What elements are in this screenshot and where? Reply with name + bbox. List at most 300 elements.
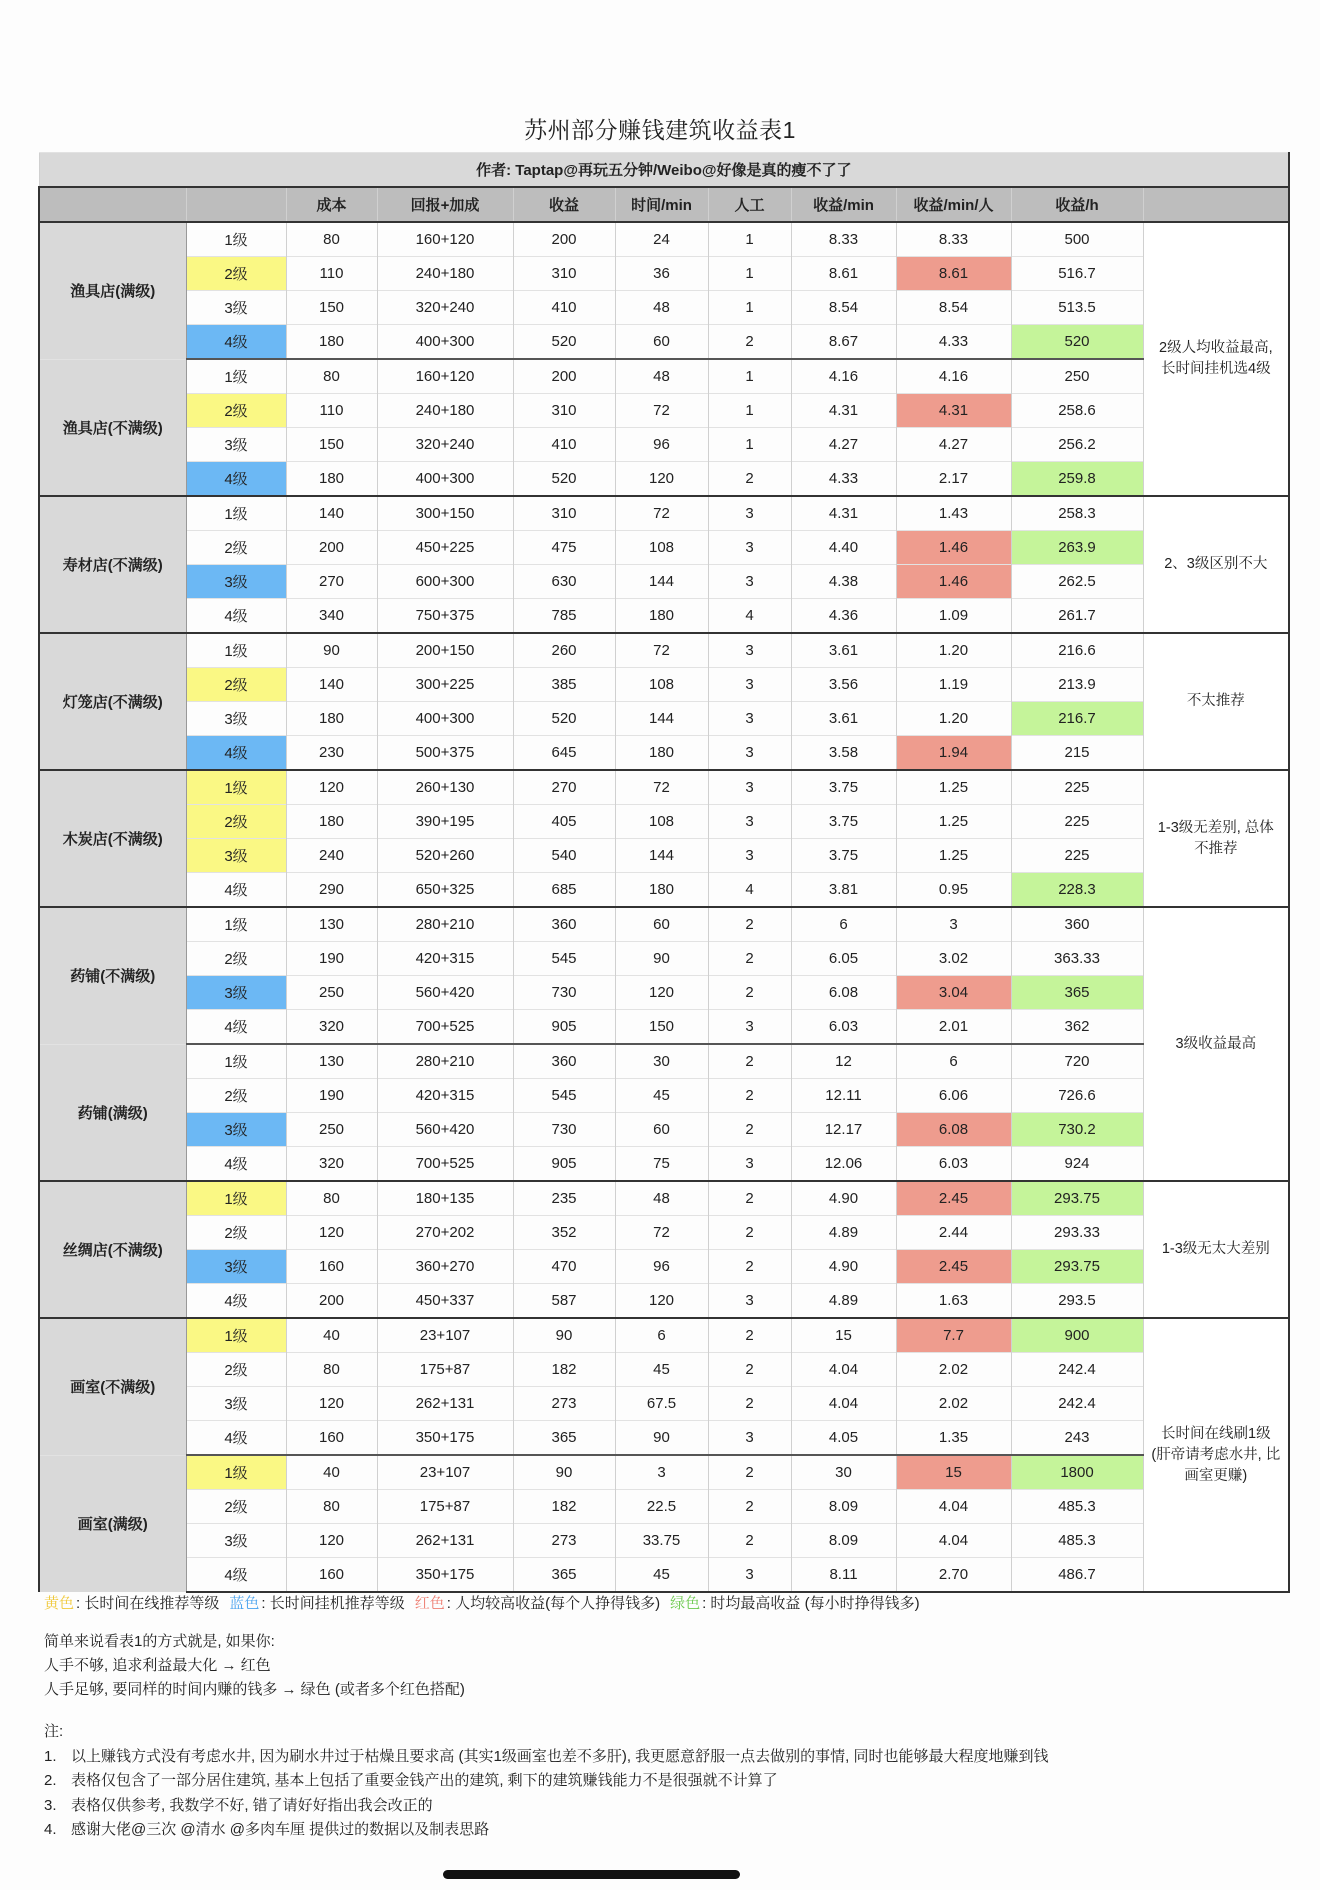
rev-per-min-cell: 4.90	[791, 1181, 896, 1216]
note-text: 表格仅供参考, 我数学不好, 错了请好好指出我会改正的	[71, 1796, 433, 1814]
revenue-cell: 270	[513, 770, 615, 805]
labor-cell: 2	[708, 1455, 791, 1490]
table-row	[39, 428, 1289, 462]
rev-per-hour-cell: 500	[1011, 222, 1143, 257]
labor-cell: 3	[708, 565, 791, 599]
rev-per-min-cell: 12.17	[791, 1113, 896, 1147]
summary-line: 人手足够, 要同样的时间内赚的钱多 → 绿色 (或者多个红色搭配)	[44, 1681, 465, 1698]
table-row	[39, 839, 1289, 873]
rev-per-min-per-person-cell: 8.61	[896, 257, 1011, 291]
labor-cell: 2	[708, 325, 791, 360]
revenue-cell: 273	[513, 1524, 615, 1558]
return-cell: 160+120	[377, 359, 513, 394]
time-cell: 36	[615, 257, 708, 291]
level-cell: 3级	[186, 839, 286, 873]
rev-per-min-per-person-cell: 6.03	[896, 1147, 1011, 1182]
cost-cell: 160	[286, 1421, 377, 1456]
return-cell: 262+131	[377, 1524, 513, 1558]
time-cell: 72	[615, 633, 708, 668]
labor-cell: 1	[708, 222, 791, 257]
table-row	[39, 531, 1289, 565]
table-row	[39, 1216, 1289, 1250]
rev-per-hour-cell: 730.2	[1011, 1113, 1143, 1147]
time-cell: 48	[615, 291, 708, 325]
recommendation-note	[1143, 496, 1289, 633]
recommendation-note	[1143, 907, 1289, 1181]
summary-text	[44, 1630, 465, 1702]
notes-section	[44, 1720, 1049, 1843]
cost-cell: 320	[286, 1147, 377, 1182]
time-cell: 144	[615, 839, 708, 873]
rev-per-hour-cell: 259.8	[1011, 462, 1143, 497]
table-row	[39, 942, 1289, 976]
cost-cell: 120	[286, 1216, 377, 1250]
rev-per-min-cell: 12.06	[791, 1147, 896, 1182]
cost-cell: 180	[286, 325, 377, 360]
cost-cell: 110	[286, 257, 377, 291]
time-cell: 150	[615, 1010, 708, 1045]
building-name: 木炭店(不满级)	[39, 770, 186, 907]
level-cell: 2级	[186, 668, 286, 702]
revenue-cell: 310	[513, 257, 615, 291]
note-text: 以上赚钱方式没有考虑水井, 因为刷水井过于枯燥且要求高 (其实1级画室也差不多肝), 我更愿意舒服一点去做别的事情, 同时也能够最大程度地赚到钱	[71, 1747, 1049, 1765]
labor-cell: 3	[708, 1010, 791, 1045]
labor-cell: 2	[708, 1044, 791, 1079]
rev-per-hour-cell: 485.3	[1011, 1490, 1143, 1524]
cost-cell: 150	[286, 428, 377, 462]
labor-cell: 3	[708, 770, 791, 805]
revenue-cell: 182	[513, 1353, 615, 1387]
level-cell: 3级	[186, 1524, 286, 1558]
time-cell: 90	[615, 1421, 708, 1456]
rev-per-min-per-person-cell: 1.46	[896, 531, 1011, 565]
income-table	[38, 152, 1290, 1593]
cost-cell: 250	[286, 976, 377, 1010]
table-row	[39, 702, 1289, 736]
return-cell: 360+270	[377, 1250, 513, 1284]
time-cell: 144	[615, 702, 708, 736]
cost-cell: 120	[286, 1387, 377, 1421]
rev-per-hour-cell: 365	[1011, 976, 1143, 1010]
note-number: 2.	[44, 1772, 57, 1789]
time-cell: 120	[615, 976, 708, 1010]
rev-per-min-cell: 6.05	[791, 942, 896, 976]
revenue-cell: 587	[513, 1284, 615, 1319]
table-row	[39, 257, 1289, 291]
return-cell: 23+107	[377, 1455, 513, 1490]
labor-cell: 3	[708, 1147, 791, 1182]
rev-per-min-cell: 4.16	[791, 359, 896, 394]
rev-per-min-per-person-cell: 1.43	[896, 496, 1011, 531]
author-credit: 作者: Taptap@再玩五分钟/Weibo@好像是真的瘦不了了	[39, 153, 1289, 188]
time-cell: 75	[615, 1147, 708, 1182]
level-cell: 2级	[186, 805, 286, 839]
level-cell: 3级	[186, 1113, 286, 1147]
revenue-cell: 273	[513, 1387, 615, 1421]
header-row	[39, 187, 1289, 222]
rev-per-min-per-person-cell: 1.09	[896, 599, 1011, 634]
table-row	[39, 1455, 1289, 1490]
return-cell: 280+210	[377, 1044, 513, 1079]
rev-per-min-cell: 3.75	[791, 839, 896, 873]
time-cell: 96	[615, 428, 708, 462]
table-row	[39, 1353, 1289, 1387]
return-cell: 350+175	[377, 1421, 513, 1456]
table-row	[39, 907, 1289, 942]
labor-cell: 3	[708, 702, 791, 736]
rev-per-min-per-person-cell: 1.25	[896, 805, 1011, 839]
building-name: 丝绸店(不满级)	[39, 1181, 186, 1318]
note-item	[44, 1745, 1049, 1770]
cost-cell: 130	[286, 907, 377, 942]
cost-cell: 80	[286, 1490, 377, 1524]
notes-title: 注:	[44, 1723, 64, 1740]
table-row	[39, 1044, 1289, 1079]
revenue-cell: 540	[513, 839, 615, 873]
rev-per-min-per-person-cell: 1.46	[896, 565, 1011, 599]
table-row	[39, 222, 1289, 257]
cost-cell: 140	[286, 668, 377, 702]
return-cell: 350+175	[377, 1558, 513, 1593]
rev-per-min-header: 收益/min	[791, 187, 896, 222]
cost-cell: 40	[286, 1318, 377, 1353]
rev-per-hour-cell: 900	[1011, 1318, 1143, 1353]
revenue-cell: 630	[513, 565, 615, 599]
table-row	[39, 736, 1289, 771]
time-cell: 33.75	[615, 1524, 708, 1558]
revenue-cell: 360	[513, 1044, 615, 1079]
level-cell: 4级	[186, 1147, 286, 1182]
labor-cell: 2	[708, 976, 791, 1010]
legend-key: 绿色	[670, 1595, 701, 1612]
building-name: 药铺(满级)	[39, 1044, 186, 1181]
rev-per-min-cell: 3.58	[791, 736, 896, 771]
rev-per-min-cell: 8.61	[791, 257, 896, 291]
note-line: 1-3级无差别, 总体	[1157, 819, 1274, 836]
return-cell: 560+420	[377, 1113, 513, 1147]
legend-text: : 长时间在线推荐等级	[76, 1595, 220, 1612]
revenue-cell: 475	[513, 531, 615, 565]
rev-per-hour-cell: 293.5	[1011, 1284, 1143, 1319]
rev-per-min-cell: 3.61	[791, 633, 896, 668]
level-cell: 4级	[186, 1558, 286, 1593]
note-text: 感谢大佬@三次 @清水 @多肉车厘 提供过的数据以及制表思路	[71, 1821, 490, 1838]
return-cell: 320+240	[377, 291, 513, 325]
return-cell: 400+300	[377, 702, 513, 736]
rev-per-min-per-person-cell: 0.95	[896, 873, 1011, 908]
revenue-cell: 200	[513, 359, 615, 394]
rev-per-min-per-person-cell: 3.02	[896, 942, 1011, 976]
labor-cell: 1	[708, 291, 791, 325]
labor-cell: 4	[708, 873, 791, 908]
revenue-cell: 365	[513, 1421, 615, 1456]
rev-per-min-cell: 4.04	[791, 1353, 896, 1387]
time-cell: 45	[615, 1558, 708, 1593]
table-row	[39, 1113, 1289, 1147]
table-row	[39, 1318, 1289, 1353]
rev-per-min-cell: 4.90	[791, 1250, 896, 1284]
labor-cell: 2	[708, 1181, 791, 1216]
time-cell: 108	[615, 668, 708, 702]
time-cell: 60	[615, 907, 708, 942]
time-cell: 30	[615, 1044, 708, 1079]
rev-per-min-cell: 4.89	[791, 1284, 896, 1319]
level-cell: 4级	[186, 736, 286, 771]
level-cell: 4级	[186, 1284, 286, 1319]
level-cell: 3级	[186, 1387, 286, 1421]
cost-cell: 80	[286, 1181, 377, 1216]
building-name: 药铺(不满级)	[39, 907, 186, 1044]
revenue-cell: 730	[513, 976, 615, 1010]
cost-cell: 200	[286, 1284, 377, 1319]
level-cell: 1级	[186, 1455, 286, 1490]
return-cell: 175+87	[377, 1353, 513, 1387]
cost-header: 成本	[286, 187, 377, 222]
level-cell: 1级	[186, 907, 286, 942]
time-cell: 72	[615, 1216, 708, 1250]
rev-per-min-per-person-cell: 3.04	[896, 976, 1011, 1010]
level-cell: 1级	[186, 1318, 286, 1353]
rev-per-min-cell: 3.75	[791, 770, 896, 805]
rev-per-min-per-person-cell: 2.70	[896, 1558, 1011, 1593]
rev-per-min-per-person-cell: 2.01	[896, 1010, 1011, 1045]
table-row	[39, 1010, 1289, 1045]
cost-cell: 120	[286, 770, 377, 805]
cost-cell: 180	[286, 805, 377, 839]
table-row	[39, 976, 1289, 1010]
recommendation-note	[1143, 1181, 1289, 1318]
rev-per-min-cell: 4.40	[791, 531, 896, 565]
cost-cell: 250	[286, 1113, 377, 1147]
rev-per-hour-cell: 250	[1011, 359, 1143, 394]
labor-cell: 2	[708, 1318, 791, 1353]
rev-per-hour-cell: 213.9	[1011, 668, 1143, 702]
rev-per-min-per-person-cell: 4.16	[896, 359, 1011, 394]
rev-per-min-per-person-cell: 1.19	[896, 668, 1011, 702]
time-cell: 108	[615, 805, 708, 839]
labor-header: 人工	[708, 187, 791, 222]
return-cell: 420+315	[377, 942, 513, 976]
revenue-cell: 730	[513, 1113, 615, 1147]
cost-cell: 180	[286, 702, 377, 736]
return-cell: 560+420	[377, 976, 513, 1010]
time-cell: 108	[615, 531, 708, 565]
labor-cell: 1	[708, 359, 791, 394]
level-cell: 3级	[186, 702, 286, 736]
rev-per-hour-cell: 1800	[1011, 1455, 1143, 1490]
cost-cell: 240	[286, 839, 377, 873]
rev-per-min-per-person-cell: 6	[896, 1044, 1011, 1079]
revenue-cell: 520	[513, 702, 615, 736]
cost-cell: 160	[286, 1558, 377, 1593]
return-header: 回报+加成	[377, 187, 513, 222]
level-cell: 2级	[186, 1490, 286, 1524]
rev-per-hour-cell: 261.7	[1011, 599, 1143, 634]
home-indicator[interactable]	[443, 1870, 740, 1879]
cost-cell: 110	[286, 394, 377, 428]
time-cell: 96	[615, 1250, 708, 1284]
labor-cell: 2	[708, 1079, 791, 1113]
level-cell: 4级	[186, 599, 286, 634]
cost-cell: 230	[286, 736, 377, 771]
return-cell: 750+375	[377, 599, 513, 634]
level-cell: 2级	[186, 1079, 286, 1113]
table-row	[39, 668, 1289, 702]
rev-per-hour-cell: 216.6	[1011, 633, 1143, 668]
labor-cell: 2	[708, 1250, 791, 1284]
rev-per-min-cell: 8.11	[791, 1558, 896, 1593]
labor-cell: 3	[708, 633, 791, 668]
rev-per-min-per-person-cell: 4.27	[896, 428, 1011, 462]
rev-per-min-per-person-cell: 4.33	[896, 325, 1011, 360]
return-cell: 600+300	[377, 565, 513, 599]
cost-cell: 80	[286, 222, 377, 257]
labor-cell: 2	[708, 1113, 791, 1147]
time-cell: 60	[615, 325, 708, 360]
return-cell: 160+120	[377, 222, 513, 257]
rev-per-hour-cell: 293.33	[1011, 1216, 1143, 1250]
revenue-cell: 545	[513, 1079, 615, 1113]
return-cell: 400+300	[377, 462, 513, 497]
rev-per-min-per-person-cell: 2.45	[896, 1181, 1011, 1216]
rev-per-min-per-person-cell: 1.25	[896, 770, 1011, 805]
note-item	[44, 1794, 1049, 1819]
revenue-cell: 905	[513, 1147, 615, 1182]
table-row	[39, 496, 1289, 531]
level-cell: 1级	[186, 496, 286, 531]
return-cell: 262+131	[377, 1387, 513, 1421]
rev-per-min-cell: 6.03	[791, 1010, 896, 1045]
note-number: 3.	[44, 1796, 57, 1814]
rev-per-min-cell: 6	[791, 907, 896, 942]
rev-per-min-cell: 4.38	[791, 565, 896, 599]
level-cell: 2级	[186, 531, 286, 565]
table-row	[39, 1387, 1289, 1421]
note-header	[1143, 187, 1289, 222]
cost-cell: 320	[286, 1010, 377, 1045]
revenue-header: 收益	[513, 187, 615, 222]
rev-per-min-cell: 4.89	[791, 1216, 896, 1250]
labor-cell: 2	[708, 1524, 791, 1558]
revenue-cell: 385	[513, 668, 615, 702]
labor-cell: 4	[708, 599, 791, 634]
note-number: 4.	[44, 1821, 57, 1838]
table-row	[39, 394, 1289, 428]
level-cell: 3级	[186, 291, 286, 325]
rev-per-min-per-person-cell: 8.54	[896, 291, 1011, 325]
legend-key: 黄色	[44, 1595, 75, 1612]
cost-cell: 140	[286, 496, 377, 531]
labor-cell: 2	[708, 1490, 791, 1524]
note-line: 长时间在线刷1级	[1161, 1425, 1271, 1442]
rev-per-min-cell: 15	[791, 1318, 896, 1353]
cost-cell: 150	[286, 291, 377, 325]
rev-per-min-cell: 8.09	[791, 1524, 896, 1558]
level-cell: 1级	[186, 1044, 286, 1079]
time-cell: 45	[615, 1079, 708, 1113]
revenue-cell: 90	[513, 1455, 615, 1490]
time-cell: 48	[615, 359, 708, 394]
time-cell: 72	[615, 496, 708, 531]
level-cell: 2级	[186, 1353, 286, 1387]
time-cell: 48	[615, 1181, 708, 1216]
rev-per-hour-cell: 242.4	[1011, 1387, 1143, 1421]
rev-per-min-per-person-cell: 6.06	[896, 1079, 1011, 1113]
level-cell: 4级	[186, 1421, 286, 1456]
rev-per-hour-cell: 486.7	[1011, 1558, 1143, 1593]
level-cell: 2级	[186, 942, 286, 976]
revenue-cell: 685	[513, 873, 615, 908]
time-cell: 45	[615, 1353, 708, 1387]
time-header: 时间/min	[615, 187, 708, 222]
cost-cell: 190	[286, 1079, 377, 1113]
return-cell: 260+130	[377, 770, 513, 805]
cost-cell: 130	[286, 1044, 377, 1079]
rev-per-min-per-person-cell: 2.17	[896, 462, 1011, 497]
labor-cell: 3	[708, 668, 791, 702]
return-cell: 240+180	[377, 257, 513, 291]
rev-per-min-per-person-cell: 3	[896, 907, 1011, 942]
note-line: 不太推荐	[1186, 693, 1245, 709]
return-cell: 300+225	[377, 668, 513, 702]
labor-cell: 2	[708, 1387, 791, 1421]
time-cell: 180	[615, 873, 708, 908]
rev-per-hour-cell: 256.2	[1011, 428, 1143, 462]
legend-key: 红色	[414, 1595, 445, 1612]
level-cell: 1级	[186, 633, 286, 668]
cost-cell: 290	[286, 873, 377, 908]
table-row	[39, 633, 1289, 668]
labor-cell: 3	[708, 839, 791, 873]
cost-cell: 180	[286, 462, 377, 497]
revenue-cell: 645	[513, 736, 615, 771]
rev-per-min-per-person-cell: 1.94	[896, 736, 1011, 771]
time-cell: 60	[615, 1113, 708, 1147]
rev-per-hour-cell: 242.4	[1011, 1353, 1143, 1387]
rev-per-hour-cell: 215	[1011, 736, 1143, 771]
return-cell: 450+225	[377, 531, 513, 565]
return-cell: 420+315	[377, 1079, 513, 1113]
level-cell: 2级	[186, 257, 286, 291]
rev-per-hour-header: 收益/h	[1011, 187, 1143, 222]
table-row	[39, 359, 1289, 394]
legend-key: 蓝色	[229, 1595, 260, 1612]
labor-cell: 3	[708, 531, 791, 565]
time-cell: 24	[615, 222, 708, 257]
note-line: 长时间挂机选4级	[1161, 361, 1271, 377]
level-cell: 2级	[186, 394, 286, 428]
rev-per-hour-cell: 262.5	[1011, 565, 1143, 599]
table-row	[39, 873, 1289, 908]
rev-per-hour-cell: 516.7	[1011, 257, 1143, 291]
time-cell: 67.5	[615, 1387, 708, 1421]
return-cell: 23+107	[377, 1318, 513, 1353]
note-line: 1-3级无太大差别	[1161, 1241, 1270, 1257]
revenue-cell: 785	[513, 599, 615, 634]
rev-per-min-cell: 12	[791, 1044, 896, 1079]
table-row	[39, 805, 1289, 839]
rev-per-hour-cell: 362	[1011, 1010, 1143, 1045]
return-cell: 200+150	[377, 633, 513, 668]
table-row	[39, 1558, 1289, 1593]
rev-per-hour-cell: 216.7	[1011, 702, 1143, 736]
page-title: 苏州部分赚钱建筑收益表1	[524, 117, 796, 143]
rev-per-hour-cell: 293.75	[1011, 1250, 1143, 1284]
cost-cell: 270	[286, 565, 377, 599]
rev-per-min-per-person-cell: 1.20	[896, 633, 1011, 668]
time-cell: 6	[615, 1318, 708, 1353]
rev-per-hour-cell: 520	[1011, 325, 1143, 360]
